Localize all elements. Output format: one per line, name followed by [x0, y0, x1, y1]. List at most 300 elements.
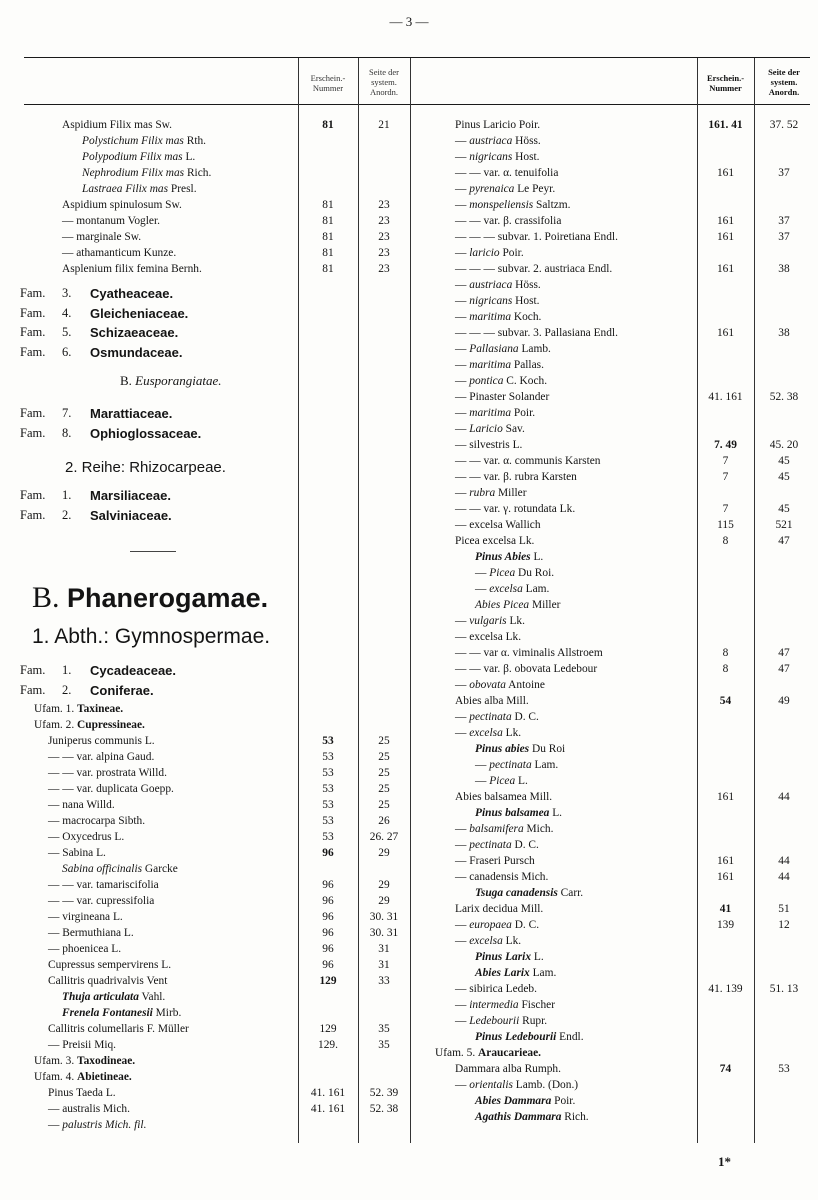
entry-text-part: Pinus Abies: [475, 551, 531, 563]
table-row: [0, 909, 410, 925]
entry-text-part: Mirb.: [152, 1007, 182, 1019]
entry-text-part: Juniperus communis L.: [48, 735, 155, 747]
table-row: [410, 469, 818, 485]
entry-name: [62, 989, 165, 1005]
table-row: [0, 893, 410, 909]
table-row: [410, 421, 818, 437]
issue-number: 96: [322, 879, 334, 891]
family-number: 1.: [62, 488, 72, 502]
table-row: [0, 1085, 410, 1101]
entry-text-part: Presl.: [168, 183, 197, 195]
entry-name: [48, 781, 174, 797]
entry-text-part: Poir.: [511, 407, 536, 419]
entry-text-part: Miller: [529, 599, 561, 611]
entry-name: [455, 725, 521, 741]
entry-text-part: Ledebourii: [469, 1015, 520, 1027]
issue-number: 8: [722, 647, 729, 659]
entry-name: [475, 741, 565, 757]
family-heading: [0, 323, 410, 343]
page-reference: 38: [778, 263, 790, 275]
page-reference: 52. 38: [369, 1103, 399, 1115]
entry-text-part: L.: [531, 951, 544, 963]
entry-text-part: Host.: [512, 295, 540, 307]
entry-text-part: pectinata: [489, 759, 532, 771]
page-reference: 31: [378, 959, 390, 971]
entry-name: [455, 917, 539, 933]
table-row: [0, 1005, 410, 1021]
page-reference: 52. 39: [369, 1087, 399, 1099]
issue-number: 53: [322, 751, 334, 763]
table-row: [410, 213, 818, 229]
table-row: [0, 1053, 410, 1069]
issue-number: 53: [322, 767, 334, 779]
table-row: [410, 613, 818, 629]
table-row: [410, 453, 818, 469]
entry-name: [455, 613, 525, 629]
issue-number: 161. 41: [708, 119, 743, 131]
entry-text-part: Cupressineae.: [77, 719, 145, 731]
entry-text-part: L.: [530, 551, 544, 563]
table-row: [410, 597, 818, 613]
entry-text-part: —: [455, 407, 470, 419]
entry-name: [455, 853, 535, 869]
entry-name: [455, 149, 540, 165]
entry-text-part: Sav.: [502, 423, 525, 435]
table-row: [410, 629, 818, 645]
family-name: Cycadeaceae.: [90, 663, 177, 678]
entry-name: [48, 1037, 116, 1053]
entry-text-part: Dammara alba Rumph.: [455, 1063, 561, 1075]
issue-number: 115: [717, 519, 734, 531]
family-name: Osmundaceae.: [90, 344, 183, 360]
entry-text-part: Lam.: [529, 967, 557, 979]
entry-name: [62, 213, 160, 229]
page-reference: 37. 52: [769, 119, 799, 131]
entry-name: [455, 661, 597, 677]
entry-text-part: pyrenaica: [469, 183, 515, 195]
phanerogamae-prefix: B.: [32, 581, 60, 614]
table-row: [0, 1037, 410, 1053]
entry-text-part: — — var. α. communis Karsten: [455, 455, 601, 467]
entry-name: [475, 773, 528, 789]
entry-text-part: —: [455, 423, 470, 435]
table-row: [0, 213, 410, 229]
family-number: 4.: [62, 305, 72, 320]
table-row: [410, 661, 818, 677]
entry-text-part: Lastraea Filix mas: [82, 183, 169, 195]
page-reference: 33: [378, 975, 390, 987]
family-label: Fam.: [20, 344, 46, 359]
family-label: Fam.: [20, 406, 46, 420]
entry-text-part: Carr.: [557, 887, 584, 899]
entry-text-part: laricio: [469, 247, 500, 259]
entry-name: [455, 117, 540, 133]
entry-text-part: —: [455, 839, 470, 851]
entry-name: [475, 1029, 584, 1045]
issue-number: 161: [716, 855, 735, 867]
entry-text-part: Abies alba Mill.: [455, 695, 529, 707]
entry-text-part: — — var. prostrata Willd.: [48, 767, 167, 779]
entry-text-part: D. C.: [511, 919, 540, 931]
entry-text-part: Poir.: [499, 247, 524, 259]
table-row: [0, 117, 410, 133]
entry-text-part: Pinus Ledebourii: [475, 1031, 557, 1043]
entry-text-part: — — — subvar. 2. austriaca Endl.: [455, 263, 613, 275]
page-reference: 44: [778, 871, 790, 883]
entry-text-part: Agathis Dammara: [475, 1111, 562, 1123]
entry-name: [455, 213, 561, 229]
entry-text-part: Araucarieae.: [478, 1047, 541, 1059]
entry-name: [82, 165, 211, 181]
entry-text-part: —: [455, 1079, 470, 1091]
entry-text-part: Sabina officinalis: [62, 863, 143, 875]
entry-name: [34, 701, 123, 717]
issue-number: 54: [719, 695, 732, 707]
entry-text-part: Cupressus sempervirens L.: [48, 959, 172, 971]
entry-name: [48, 1117, 146, 1133]
table-row: [410, 549, 818, 565]
page-reference: 49: [778, 695, 790, 707]
table-row: [410, 693, 818, 709]
entry-text-part: C. Koch.: [503, 375, 548, 387]
issue-number: 53: [322, 783, 334, 795]
top-rule: [24, 57, 810, 58]
issue-number: 139: [716, 919, 735, 931]
entry-name: [34, 1053, 135, 1069]
issue-number: 8: [722, 535, 729, 547]
page-reference: 25: [378, 799, 390, 811]
issue-number: 161: [716, 791, 735, 803]
entry-text-part: Frenela Fontanesii: [62, 1007, 153, 1019]
page-reference: 25: [378, 767, 390, 779]
entry-name: [62, 261, 202, 277]
entry-text-part: Höss.: [512, 279, 541, 291]
entry-name: [62, 1005, 181, 1021]
entry-name: [455, 789, 552, 805]
table-row: [410, 853, 818, 869]
entry-text-part: —: [455, 199, 470, 211]
table-row: [410, 309, 818, 325]
entry-name: [475, 965, 556, 981]
family-heading: [0, 404, 410, 424]
entry-name: [455, 421, 525, 437]
issue-number: 96: [322, 959, 334, 971]
entry-text-part: — phoenicea L.: [48, 943, 122, 955]
page-reference: 31: [378, 943, 390, 955]
entry-name: [475, 949, 544, 965]
family-name: Marattiaceae.: [90, 406, 173, 421]
table-row: [410, 245, 818, 261]
entry-name: [475, 885, 583, 901]
page-reference: 35: [378, 1039, 390, 1051]
header-rule: [24, 104, 810, 105]
family-heading: [0, 284, 410, 304]
issue-number: 161: [716, 327, 735, 339]
page-reference: 26. 27: [369, 831, 399, 843]
table-row: [0, 973, 410, 989]
table-row: [410, 517, 818, 533]
table-row: [410, 357, 818, 373]
table-row: [0, 1101, 410, 1117]
issue-number: 96: [322, 895, 334, 907]
page-reference: 21: [378, 119, 390, 131]
page-reference: 37: [778, 231, 790, 243]
entry-text-part: —: [455, 151, 470, 163]
entry-text-part: — silvestris L.: [455, 439, 523, 451]
entry-name: [48, 941, 121, 957]
table-row: [0, 861, 410, 877]
entry-text-part: — Preisii Miq.: [48, 1039, 117, 1051]
entry-text-part: — — var. β. rubra Karsten: [455, 471, 577, 483]
entry-text-part: —: [455, 247, 470, 259]
entry-text-part: vulgaris: [469, 615, 507, 627]
entry-name: [455, 133, 541, 149]
family-heading: [0, 661, 410, 681]
entry-name: [82, 181, 197, 197]
issue-number: 161: [716, 215, 735, 227]
family-label: Fam.: [20, 507, 46, 522]
header-left-page: Seite der system. Anordn.: [369, 67, 399, 97]
entry-text-part: Lam.: [531, 759, 559, 771]
page-reference: 38: [778, 327, 790, 339]
entry-text-part: Host.: [512, 151, 540, 163]
families-rhizocarpeae: [0, 486, 410, 525]
entry-text-part: — nana Willd.: [48, 799, 115, 811]
entry-text-part: Lamb.: [518, 343, 551, 355]
page-reference: 51. 13: [769, 983, 799, 995]
table-row: [410, 709, 818, 725]
entry-text-part: Rich.: [184, 167, 212, 179]
table-row: [410, 485, 818, 501]
entry-text-part: nigricans: [469, 151, 513, 163]
entry-text-part: —: [455, 487, 470, 499]
family-heading: [0, 681, 410, 701]
issue-number: 53: [322, 815, 334, 827]
table-row: [0, 181, 410, 197]
entry-text-part: balsamifera: [469, 823, 524, 835]
entry-name: [455, 629, 521, 645]
entry-text-part: — macrocarpa Sibth.: [48, 815, 146, 827]
table-row: [410, 965, 818, 981]
entry-text-part: maritima: [469, 359, 512, 371]
entry-name: [48, 845, 106, 861]
table-row: [410, 933, 818, 949]
section-separator: [130, 551, 176, 552]
issue-number: 96: [322, 927, 334, 939]
entry-name: [34, 1069, 132, 1085]
entry-text-part: nigricans: [469, 295, 513, 307]
issue-number: 81: [322, 247, 334, 259]
entry-text-part: — — var. cupressifolia: [48, 895, 155, 907]
entry-text-part: —: [455, 343, 470, 355]
issue-number: 7. 49: [714, 439, 737, 451]
issue-number: 81: [322, 263, 334, 275]
entry-text-part: —: [455, 823, 470, 835]
entry-text-part: — sibirica Ledeb.: [455, 983, 537, 995]
issue-number: 81: [322, 215, 334, 227]
entry-text-part: Poir.: [551, 1095, 576, 1107]
family-number: 6.: [62, 344, 72, 359]
entry-text-part: excelsa: [489, 583, 523, 595]
entry-name: [455, 165, 558, 181]
table-row: [410, 645, 818, 661]
entry-text-part: Abies Dammara: [475, 1095, 552, 1107]
table-row: [410, 565, 818, 581]
entry-name: [62, 861, 178, 877]
entry-text-part: Taxineae.: [77, 703, 124, 715]
entry-name: [455, 341, 551, 357]
entry-text-part: Lam.: [522, 583, 550, 595]
entry-text-part: Pinus Taeda L.: [48, 1087, 116, 1099]
table-row: [410, 277, 818, 293]
entry-text-part: —: [455, 935, 470, 947]
entry-text-part: austriaca: [469, 279, 513, 291]
entry-text-part: Pallas.: [511, 359, 544, 371]
entry-text-part: — excelsa Lk.: [455, 631, 522, 643]
entry-text-part: Du Roi: [529, 743, 566, 755]
family-heading: [0, 343, 410, 363]
family-heading: [0, 486, 410, 506]
table-row: [410, 869, 818, 885]
eusporangiatae-prefix: B.: [120, 373, 132, 388]
issue-number: 96: [322, 847, 334, 859]
signature-mark: 1*: [718, 1154, 731, 1169]
entry-name: [455, 933, 521, 949]
entry-text-part: —: [455, 183, 470, 195]
table-row: [410, 389, 818, 405]
family-heading: [0, 506, 410, 526]
entry-text-part: —: [455, 375, 470, 387]
table-row: [410, 741, 818, 757]
entry-name: [455, 181, 555, 197]
entry-text-part: Pallasiana: [469, 343, 519, 355]
table-row: [410, 581, 818, 597]
page-reference: 25: [378, 735, 390, 747]
page-reference: 37: [778, 167, 790, 179]
entry-name: [48, 893, 154, 909]
table-row: [410, 1029, 818, 1045]
entry-text-part: Lk.: [502, 727, 522, 739]
table-row: [410, 773, 818, 789]
issue-number: 8: [722, 663, 729, 675]
entry-name: [475, 597, 560, 613]
entry-text-part: — — — subvar. 1. Poiretiana Endl.: [455, 231, 618, 243]
entry-name: [435, 1045, 541, 1061]
entry-text-part: — — var. γ. rotundata Lk.: [455, 503, 576, 515]
table-row: [410, 165, 818, 181]
entry-name: [455, 1013, 547, 1029]
entry-name: [455, 709, 539, 725]
entry-name: [48, 909, 123, 925]
header-left-number: Erschein.- Nummer: [310, 73, 346, 93]
entry-text-part: Laricio: [469, 423, 503, 435]
entry-text-part: Pinus balsamea: [475, 807, 550, 819]
table-row: [410, 805, 818, 821]
entry-text-part: —: [475, 759, 490, 771]
entry-name: [455, 517, 541, 533]
table-row: [0, 1021, 410, 1037]
entry-text-part: — canadensis Mich.: [455, 871, 549, 883]
entry-text-part: —: [455, 311, 470, 323]
page-reference: 23: [378, 247, 390, 259]
entry-text-part: —: [475, 775, 490, 787]
entry-text-part: — — var. β. obovata Ledebour: [455, 663, 598, 675]
entry-text-part: Vahl.: [138, 991, 166, 1003]
entry-name: [48, 797, 115, 813]
entry-text-part: maritima: [469, 311, 512, 323]
entry-name: [34, 717, 145, 733]
entry-name: [48, 925, 134, 941]
table-row: [410, 677, 818, 693]
families-gymnospermae: [0, 661, 410, 700]
families-leptosporangiatae: [0, 284, 410, 362]
entry-name: [455, 437, 522, 453]
entry-text-part: —: [455, 359, 470, 371]
table-row: [0, 733, 410, 749]
entry-text-part: Antoine: [505, 679, 545, 691]
family-number: 3.: [62, 286, 72, 300]
family-heading: [0, 424, 410, 444]
entry-name: [48, 877, 159, 893]
eusporangiatae-name: Eusporangiatae.: [135, 373, 222, 388]
entry-text-part: —: [455, 615, 470, 627]
page-reference: 29: [378, 895, 390, 907]
entry-text-part: —: [455, 279, 470, 291]
page-reference: 52. 38: [769, 391, 799, 403]
entry-text-part: —: [455, 999, 470, 1011]
entry-text-part: Garcke: [142, 863, 178, 875]
entry-text-part: Miller: [495, 487, 527, 499]
entry-text-part: Larix decidua Mill.: [455, 903, 544, 915]
entry-name: [455, 261, 612, 277]
entry-name: [455, 245, 524, 261]
entry-text-part: — montanum Vogler.: [62, 215, 160, 227]
issue-number: 96: [322, 943, 334, 955]
entry-text-part: Ufam. 3.: [34, 1055, 78, 1067]
page-reference: 29: [378, 847, 390, 859]
entry-text-part: — virgineana L.: [48, 911, 123, 923]
table-row: [410, 997, 818, 1013]
page-reference: 30. 31: [369, 927, 399, 939]
table-row: [410, 293, 818, 309]
entry-text-part: —: [475, 583, 490, 595]
entry-name: [455, 469, 577, 485]
page-number: — 3 —: [389, 14, 429, 29]
entry-text-part: Endl.: [556, 1031, 584, 1043]
entry-text-part: —: [455, 1015, 470, 1027]
entry-name: [48, 1101, 130, 1117]
entry-text-part: orientalis: [469, 1079, 513, 1091]
issue-number: 7: [722, 503, 729, 515]
entry-text-part: europaea: [469, 919, 512, 931]
issue-number: 161: [716, 263, 735, 275]
family-label: Fam.: [20, 663, 46, 677]
entry-text-part: — Pinaster Solander: [455, 391, 550, 403]
issue-number: 129: [319, 1023, 337, 1035]
family-name: Cyatheaceae.: [90, 286, 174, 301]
table-row: [410, 1061, 818, 1077]
page-reference: 47: [778, 535, 790, 547]
entry-text-part: Abies Picea: [475, 599, 530, 611]
table-row: [0, 781, 410, 797]
issue-number: 74: [719, 1063, 732, 1075]
entry-name: [455, 309, 541, 325]
entry-name: [455, 357, 544, 373]
entry-text-part: L.: [549, 807, 563, 819]
entry-text-part: — — var. β. crassifolia: [455, 215, 562, 227]
entry-text-part: Nephrodium Filix mas: [82, 167, 185, 179]
issue-number: 41. 161: [708, 391, 743, 403]
